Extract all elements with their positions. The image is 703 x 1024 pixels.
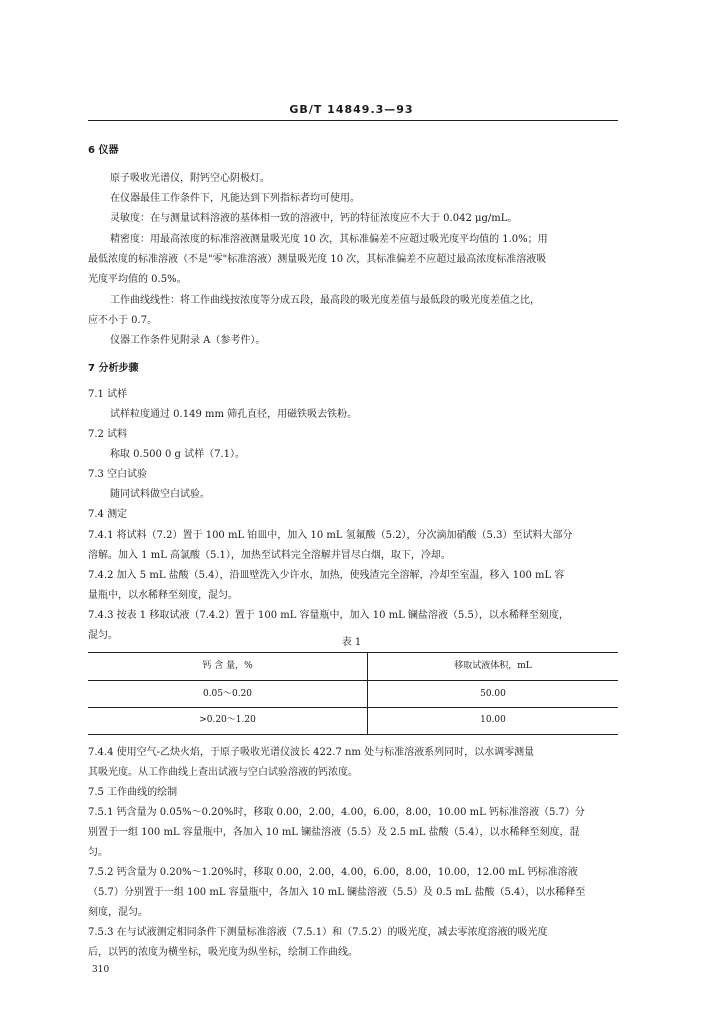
table-header-calcium: 钙 含 量，% bbox=[202, 661, 253, 671]
text-line: 7.4.4 使用空气-乙炔火焰，于原子吸收光谱仪波长 422.7 nm 处与标准溶液系列同时，以水调零测量 bbox=[88, 747, 535, 758]
text-line: 其吸光度。从工作曲线上查出试液与空白试验溶液的钙浓度。 bbox=[88, 767, 358, 778]
text-line: 原子吸收光谱仪，附钙空心阴极灯。 bbox=[110, 173, 270, 184]
text-line: 7.5 工作曲线的绘制 bbox=[88, 787, 178, 798]
text-line: 工作曲线线性：将工作曲线按浓度等分成五段，最高段的吸光度差值与最低段的吸光度差值之比， bbox=[110, 295, 540, 306]
text-line: 7.4 测定 bbox=[88, 509, 128, 520]
text-line: 精密度：用最高浓度的标准溶液测量吸光度 10 次，其标准偏差不应超过吸光度平均值的 1.0%；用 bbox=[110, 234, 548, 245]
section-heading: 6 仪器 bbox=[88, 145, 119, 156]
text-line: 混匀。 bbox=[88, 630, 118, 641]
text-line: 量瓶中，以水稀释至刻度，混匀。 bbox=[88, 590, 238, 601]
text-line: （5.7）分别置于一组 100 mL 容量瓶中，各加入 10 mL 镧盐溶液（5.5）及 0.5 mL 盐酸（5.4），以水稀释至 bbox=[88, 887, 586, 898]
text-line: 刻度，混匀。 bbox=[88, 907, 148, 918]
text-line: 光度平均值的 0.5%。 bbox=[88, 274, 187, 285]
text-line: 应不小于 0.7。 bbox=[88, 315, 158, 326]
text-line: 后，以钙的浓度为横坐标，吸光度为纵坐标，绘制工作曲线。 bbox=[88, 947, 358, 958]
document-header: GB/T 14849.3—93 bbox=[289, 103, 414, 116]
text-line: 随同试料做空白试验。 bbox=[110, 489, 210, 500]
table-header-volume: 移取试液体积，mL bbox=[454, 661, 532, 671]
section-heading: 7 分析步骤 bbox=[88, 363, 139, 374]
table-cell: 10.00 bbox=[480, 715, 506, 725]
page-number: 310 bbox=[92, 965, 110, 975]
text-line: 7.1 试样 bbox=[88, 389, 128, 400]
text-line: 最低浓度的标准溶液（不是"零"标准溶液）测量吸光度 10 次，其标准偏差不应超过最高浓度标准溶液吸 bbox=[88, 254, 547, 265]
text-line: 试样粒度通过 0.149 mm 筛孔直径，用磁铁吸去铁粉。 bbox=[110, 409, 358, 420]
table-bottom-rule bbox=[88, 734, 618, 735]
text-line: 别置于一组 100 mL 容量瓶中，各加入 10 mL 镧盐溶液（5.5）及 2.5 mL 盐酸（5.4），以水稀释至刻度，混 bbox=[88, 827, 580, 838]
table-cell: 0.05～0.20 bbox=[202, 689, 253, 699]
text-line: 仪器工作条件见附录 A（参考件）。 bbox=[110, 335, 266, 346]
text-line: 匀。 bbox=[88, 847, 108, 858]
table-cell: >0.20～1.20 bbox=[199, 715, 256, 725]
text-line: 7.2 试料 bbox=[88, 429, 128, 440]
text-line: 溶解。加入 1 mL 高氯酸（5.1），加热至试料完全溶解并冒尽白烟，取下，冷却。 bbox=[88, 550, 451, 561]
table-top-rule bbox=[88, 652, 618, 653]
text-line: 灵敏度：在与测量试料溶液的基体相一致的溶液中，钙的特征浓度应不大于 0.042 μg/mL。 bbox=[110, 213, 518, 224]
text-line: 7.5.1 钙含量为 0.05%～0.20%时，移取 0.00，2.00，4.00，6.00，8.00，10.00 mL 钙标准溶液（5.7）分 bbox=[88, 807, 585, 818]
header-rule bbox=[88, 120, 618, 121]
text-line: 7.4.2 加入 5 mL 盐酸（5.4），沿皿壁洗入少许水，加热，使残渣完全溶解，冷却至室温，移入 100 mL 容 bbox=[88, 570, 565, 581]
text-line: 7.3 空白试验 bbox=[88, 469, 148, 480]
text-line: 7.4.3 按表 1 移取试液（7.4.2）置于 100 mL 容量瓶中，加入 10 mL 镧盐溶液（5.5），以水稀释至刻度， bbox=[88, 610, 569, 621]
table-header-rule bbox=[88, 680, 618, 681]
table-cell: 50.00 bbox=[480, 689, 506, 699]
text-line: 7.5.3 在与试液测定相同条件下测量标准溶液（7.5.1）和（7.5.2）的吸光度，减去零浓度溶液的吸光度 bbox=[88, 927, 548, 938]
text-line: 在仪器最佳工作条件下，凡能达到下列指标者均可使用。 bbox=[110, 193, 360, 204]
text-line: 称取 0.500 0 g 试样（7.1）。 bbox=[110, 449, 246, 460]
table-row-rule bbox=[88, 707, 618, 708]
text-line: 7.4.1 将试料（7.2）置于 100 mL 铂皿中，加入 10 mL 氢氟酸（5.2），分次滴加硝酸（5.3）至试料大部分 bbox=[88, 530, 573, 541]
text-line: 7.5.2 钙含量为 0.20%～1.20%时，移取 0.00，2.00，4.00，6.00，8.00，10.00，12.00 mL 钙标准溶液 bbox=[88, 867, 578, 878]
table-title: 表 1 bbox=[341, 637, 362, 648]
